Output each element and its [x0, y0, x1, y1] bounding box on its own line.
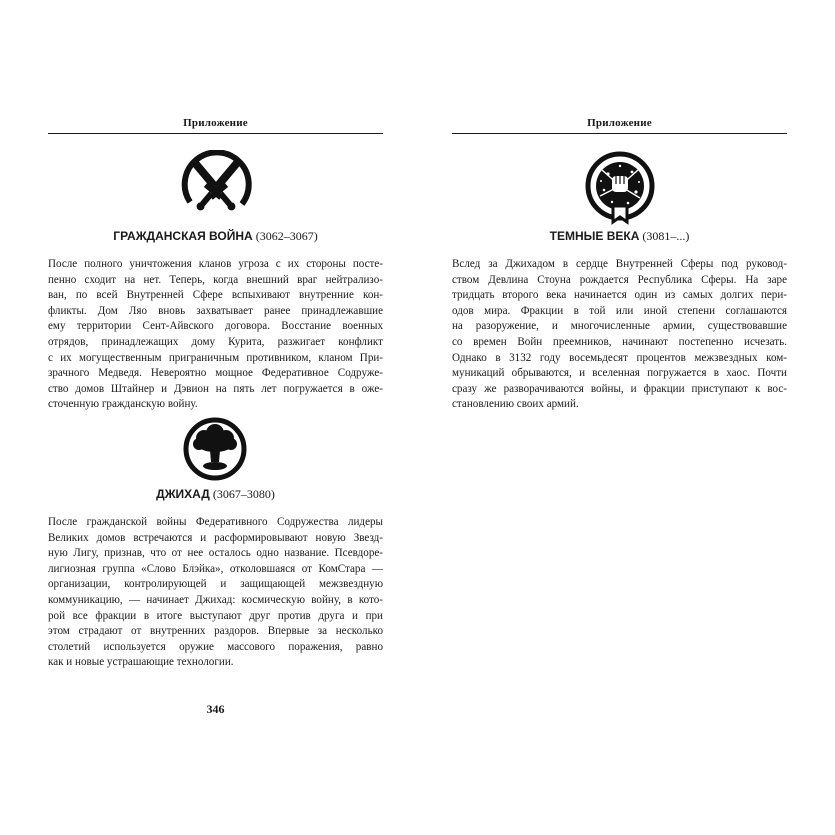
text-line: этом страдают от внутренних раздоров. Впервые за несколько [48, 625, 383, 638]
text-line: ную Лигу, признав, что от нее осталось одно название. Псевдоре- [48, 547, 383, 560]
section-title: ГРАЖДАНСКАЯ ВОЙНА [113, 229, 253, 243]
running-head: Приложение [48, 117, 383, 134]
text-line: После полного уничтожения кланов угроза с их стороны посте- [48, 258, 383, 270]
text-line: сразу же разворачиваются войны, и фракции приступают к вос- [452, 382, 787, 395]
section-years: (3062–3067) [255, 229, 318, 243]
starburst-fist-emblem-icon [582, 150, 658, 226]
mushroom-cloud-emblem-icon [182, 416, 248, 482]
text-line: Вслед за Джихадом в сердце Внутренней Сферы под руковод- [452, 258, 787, 270]
running-head: Приложение [452, 117, 787, 134]
text-line: Однако в 3132 году восемьдесят процентов межзвездных ком- [452, 351, 787, 364]
text-line: организации, контролирующей и защищающей межзвездную [48, 578, 383, 591]
section-heading-dark-age [452, 229, 787, 244]
section-heading-civil-war [48, 229, 383, 244]
section-heading-jihad [48, 487, 383, 502]
text-line: ему территории Сент-Айвского договора. Восстание военных [48, 320, 383, 333]
section-title: ТЕМНЫЕ ВЕКА [549, 229, 640, 243]
text-line: ством Девлина Стоуна рождается Республика Сферы. На заре [452, 273, 787, 286]
section-years: (3067–3080) [212, 487, 275, 501]
text-line: сточенную гражданскую войну. [48, 398, 198, 411]
section-body-civil-war [48, 257, 383, 413]
text-line: муникаций обрываются, и вселенная погружается в хаос. Почти [452, 367, 787, 380]
text-line: тридцать второго века начинается один из самых долгих пери- [452, 289, 787, 302]
section-years: (3081–...) [642, 229, 690, 243]
section-body-jihad [48, 515, 383, 671]
text-line: на разоружение, и многочисленные армии, существовавшие [452, 320, 787, 333]
text-line: зрачного Медведя. Невероятно мощное Федеративное Содруже- [48, 367, 383, 380]
text-line: ство домов Штайнер и Дэвион на пять лет погружается в оже- [48, 382, 383, 395]
text-line: ван, по всей Внутренней Сфере вспыхивают внутренние кон- [48, 289, 383, 302]
text-line: После гражданской войны Федеративного Содружества лидеры [48, 516, 383, 528]
text-line: лигиозная группа «Слово Блэйка», отколовшаяся от КомСтара — [48, 562, 383, 575]
text-line: одов мира. Фракции в той или иной степени соглашаются [452, 304, 787, 317]
text-line: фликты. Дом Ляо вновь захватывает ранее принадлежавшие [48, 304, 383, 317]
text-line: столетий используется оружие массового поражения, равно [48, 640, 383, 653]
text-line: становлению своих армий. [452, 398, 579, 411]
text-line: как и новые устрашающие технологии. [48, 656, 234, 669]
text-line: коммуникацию, — начинает Джихад: космическую войну, в кото- [48, 593, 383, 606]
section-title: ДЖИХАД [156, 487, 210, 501]
section-body-dark-age [452, 257, 787, 413]
text-line: рой все фракции в итоге выступают друг против друга и при [48, 609, 383, 622]
text-line: со времен Войн преемников, начинают постепенно исчезать. [452, 335, 787, 348]
page-number: 346 [206, 702, 225, 716]
text-line: пенно сходит на нет. Теперь, когда внешний враг нейтрализо- [48, 273, 383, 286]
text-line: Великих домов встречаются и расформировывают новую Звезд- [48, 531, 383, 544]
text-line: отрядов, принадлежащих дому Курита, разжигает конфликт [48, 335, 383, 348]
crossed-swords-emblem-icon [176, 150, 256, 226]
text-line: с их могущественным приграничным противником, кланом При- [48, 351, 383, 364]
